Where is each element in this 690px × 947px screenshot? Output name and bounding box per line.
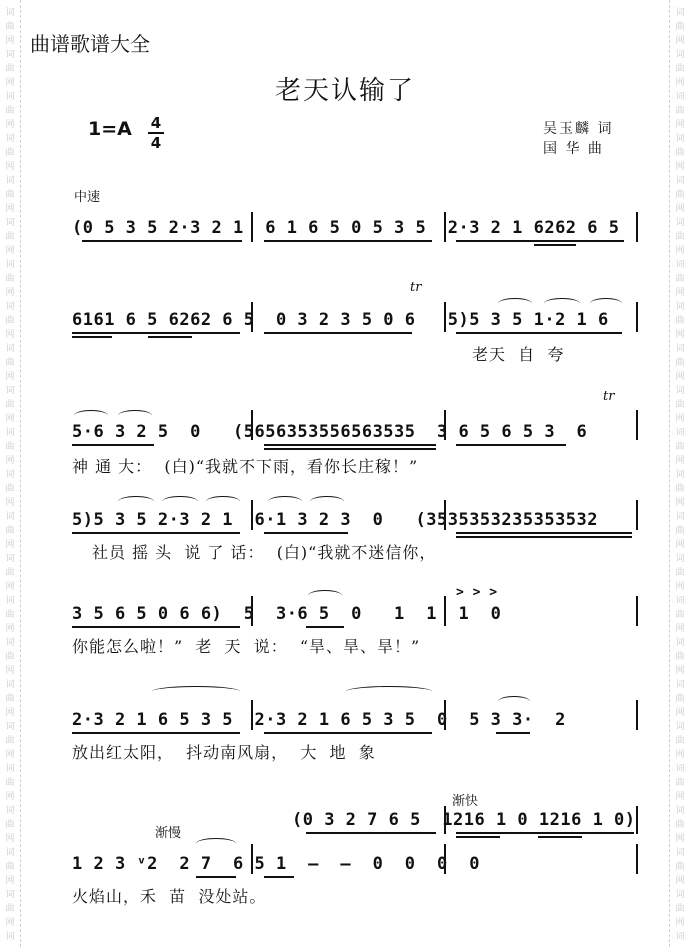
barline <box>444 500 446 530</box>
double-underline <box>264 448 436 450</box>
watermark-char: 曲 <box>675 274 685 284</box>
slur <box>498 696 530 707</box>
watermark-char: 词 <box>675 428 685 438</box>
watermark-char: 词 <box>5 260 15 270</box>
composer-credit: 国 华 曲 <box>543 141 604 157</box>
watermark-char: 曲 <box>675 484 685 494</box>
watermark-char: 网 <box>5 498 15 508</box>
meter-top: 4 <box>150 114 162 132</box>
site-name: 曲谱歌谱大全 <box>30 32 150 56</box>
underline <box>264 532 348 534</box>
watermark-char: 网 <box>675 414 685 424</box>
watermark-char: 词 <box>5 512 15 522</box>
notation-system-2: 6161 6 5 6262 6 5 0 3 2 3 5 0 6 5)5 3 5 1·2 1 6 <box>72 310 609 330</box>
watermark-char: 词 <box>675 680 685 690</box>
watermark-char: 词 <box>675 134 685 144</box>
watermark-char: 网 <box>675 834 685 844</box>
underline <box>264 332 412 334</box>
lyrics-line-7: 火焰山，禾 苗 没处站。 <box>72 887 267 906</box>
watermark-char: 词 <box>5 176 15 186</box>
watermark-char: 曲 <box>675 64 685 74</box>
slur <box>118 496 154 507</box>
watermark-char: 曲 <box>675 232 685 242</box>
watermark-char: 词 <box>5 680 15 690</box>
slur <box>590 298 622 309</box>
watermark-char: 网 <box>5 582 15 592</box>
watermark-char: 词 <box>675 92 685 102</box>
watermark-char: 曲 <box>5 904 15 914</box>
watermark-char: 网 <box>675 624 685 634</box>
barline <box>251 500 253 530</box>
watermark-char: 网 <box>675 792 685 802</box>
watermark-char: 词 <box>675 596 685 606</box>
watermark-char: 网 <box>5 750 15 760</box>
watermark-char: 曲 <box>5 820 15 830</box>
underline <box>72 626 240 628</box>
underline <box>456 444 566 446</box>
watermark-char: 词 <box>5 8 15 18</box>
watermark-char: 词 <box>675 50 685 60</box>
trill-mark: tr <box>410 280 422 295</box>
watermark-char: 曲 <box>675 316 685 326</box>
barline <box>636 806 638 834</box>
watermark-char: 网 <box>5 918 15 928</box>
barline <box>636 410 638 440</box>
underline <box>72 444 154 446</box>
slur <box>206 496 240 507</box>
tempo-marking: 中速 <box>74 190 101 205</box>
watermark-char: 词 <box>5 764 15 774</box>
accelerando-marking: 渐快 <box>452 794 479 809</box>
slur <box>544 298 580 309</box>
double-underline <box>72 336 112 338</box>
underline <box>196 876 236 878</box>
watermark-char: 曲 <box>5 610 15 620</box>
watermark-char: 曲 <box>5 358 15 368</box>
watermark-char: 曲 <box>675 904 685 914</box>
watermark-char: 曲 <box>675 694 685 704</box>
watermark-char: 网 <box>675 36 685 46</box>
watermark-char: 词 <box>675 848 685 858</box>
watermark-char: 网 <box>675 498 685 508</box>
slur <box>162 496 198 507</box>
watermark-char: 词 <box>675 638 685 648</box>
watermark-char: 词 <box>675 260 685 270</box>
watermark-char: 词 <box>5 722 15 732</box>
time-signature <box>148 115 164 151</box>
underline <box>456 240 624 242</box>
watermark-char: 词 <box>675 764 685 774</box>
watermark-char: 网 <box>5 162 15 172</box>
lyrics-line-3: 神 通 大： (白)“我就不下雨，看你长庄稼！” <box>72 457 419 476</box>
watermark-char: 曲 <box>5 736 15 746</box>
watermark-char: 网 <box>675 876 685 886</box>
watermark-char: 词 <box>5 554 15 564</box>
watermark-char: 网 <box>675 708 685 718</box>
underline <box>72 332 240 334</box>
barline <box>636 700 638 730</box>
watermark-char: 网 <box>5 78 15 88</box>
underline <box>72 532 240 534</box>
watermark-char: 网 <box>5 246 15 256</box>
watermark-char: 曲 <box>675 778 685 788</box>
watermark-char: 网 <box>5 288 15 298</box>
lyrics-line-6: 放出红太阳， 抖动南风扇， 大 地 象 <box>72 743 376 762</box>
watermark-char: 曲 <box>5 526 15 536</box>
notation-system-7: 1 2 3 ᵛ2 2 7 6 5 1 — — 0 0 0 0 <box>72 854 480 874</box>
watermark-char: 网 <box>675 162 685 172</box>
watermark-char: 词 <box>675 8 685 18</box>
watermark-char: 曲 <box>675 358 685 368</box>
watermark-char: 曲 <box>675 610 685 620</box>
slur <box>196 838 236 849</box>
watermark-char: 曲 <box>675 736 685 746</box>
watermark-char: 词 <box>5 890 15 900</box>
instrumental-line: (0 3 2 7 6 5 1216 1 0 1216 1 0) <box>292 810 636 830</box>
barline <box>444 302 446 332</box>
watermark-char: 曲 <box>5 316 15 326</box>
barline <box>444 596 446 626</box>
watermark-char: 曲 <box>675 652 685 662</box>
meter-bottom: 4 <box>150 134 162 152</box>
barline <box>251 596 253 626</box>
watermark-char: 词 <box>5 638 15 648</box>
underline <box>82 240 242 242</box>
barline <box>251 700 253 730</box>
watermark-char: 词 <box>675 890 685 900</box>
watermark-char: 网 <box>5 792 15 802</box>
double-underline <box>538 836 582 838</box>
barline <box>251 844 253 874</box>
watermark-char: 词 <box>675 722 685 732</box>
watermark-char: 曲 <box>5 484 15 494</box>
watermark-char: 词 <box>675 512 685 522</box>
watermark-char: 网 <box>675 288 685 298</box>
watermark-char: 网 <box>5 540 15 550</box>
barline <box>444 806 446 834</box>
key-signature: 1=A <box>88 118 132 140</box>
watermark-char: 曲 <box>5 778 15 788</box>
watermark-char: 网 <box>5 876 15 886</box>
watermark-char: 网 <box>675 918 685 928</box>
watermark-char: 曲 <box>675 568 685 578</box>
watermark-char: 曲 <box>5 442 15 452</box>
watermark-char: 曲 <box>675 526 685 536</box>
watermark-char: 词 <box>675 386 685 396</box>
watermark-char: 词 <box>675 218 685 228</box>
watermark-char: 词 <box>5 50 15 60</box>
slur <box>308 590 342 601</box>
watermark-char: 词 <box>5 596 15 606</box>
lyrics-line-5: 你能怎么啦！” 老 天 说： “旱、旱、旱！” <box>72 637 421 656</box>
double-underline <box>148 336 192 338</box>
lyricist-credit: 吴玉麟 词 <box>543 121 614 137</box>
watermark-char: 网 <box>5 330 15 340</box>
watermark-char: 网 <box>675 120 685 130</box>
watermark-char: 曲 <box>5 232 15 242</box>
notation-system-3: 5·6 3 2 5 0 (5656353556563535 3 6 5 6 5 3 6 <box>72 422 588 442</box>
watermark-char: 词 <box>675 302 685 312</box>
underline <box>306 832 436 834</box>
watermark-char: 词 <box>675 806 685 816</box>
barline <box>444 410 446 440</box>
watermark-char: 网 <box>5 624 15 634</box>
slur <box>310 496 344 507</box>
barline <box>636 212 638 242</box>
watermark-char: 曲 <box>5 652 15 662</box>
notation-system-4: 5)5 3 5 2·3 2 1 6·1 3 2 3 0 (3535353235353532 <box>72 510 599 530</box>
watermark-char: 词 <box>5 134 15 144</box>
barline <box>444 844 446 874</box>
watermark-char: 曲 <box>675 442 685 452</box>
slur <box>74 410 108 421</box>
watermark-char: 词 <box>675 344 685 354</box>
watermark-char: 曲 <box>675 862 685 872</box>
watermark-char: 网 <box>675 78 685 88</box>
underline <box>264 732 432 734</box>
watermark-char: 词 <box>5 806 15 816</box>
watermark-char: 词 <box>5 302 15 312</box>
barline <box>444 700 446 730</box>
underline <box>456 832 634 834</box>
watermark-char: 词 <box>5 218 15 228</box>
right-watermark-strip <box>669 0 690 947</box>
watermark-char: 网 <box>675 204 685 214</box>
barline <box>636 302 638 332</box>
slur <box>498 298 532 309</box>
watermark-char: 曲 <box>675 400 685 410</box>
watermark-char: 网 <box>5 666 15 676</box>
watermark-char: 词 <box>5 470 15 480</box>
watermark-char: 网 <box>5 36 15 46</box>
double-underline <box>456 836 500 838</box>
watermark-char: 曲 <box>5 400 15 410</box>
watermark-char: 词 <box>5 848 15 858</box>
slur <box>118 410 152 421</box>
double-underline <box>534 244 576 246</box>
watermark-char: 曲 <box>675 106 685 116</box>
notation-system-1: (0 5 3 5 2·3 2 1 6 1 6 5 0 5 3 5 2·3 2 1 6262 6 5 <box>72 218 620 238</box>
slur <box>268 496 302 507</box>
lyrics-line-4: 社员 摇 头 说 了 话： (白)“我就不迷信你， <box>92 543 437 562</box>
watermark-char: 网 <box>675 456 685 466</box>
double-underline <box>456 536 632 538</box>
underline <box>306 626 344 628</box>
watermark-char: 曲 <box>5 568 15 578</box>
watermark-char: 网 <box>5 120 15 130</box>
watermark-char: 词 <box>675 932 685 942</box>
watermark-char: 网 <box>5 204 15 214</box>
watermark-char: 网 <box>5 456 15 466</box>
watermark-char: 曲 <box>5 22 15 32</box>
watermark-char: 曲 <box>5 274 15 284</box>
underline <box>264 444 436 446</box>
underline <box>456 332 622 334</box>
watermark-char: 词 <box>675 176 685 186</box>
accent-marks: > > > <box>456 585 498 600</box>
barline <box>444 212 446 242</box>
lyrics-line-2: 老天 自 夸 <box>472 345 565 364</box>
barline <box>251 212 253 242</box>
watermark-char: 网 <box>675 750 685 760</box>
watermark-char: 网 <box>675 330 685 340</box>
watermark-char: 词 <box>675 554 685 564</box>
underline <box>456 532 632 534</box>
barline <box>251 410 253 440</box>
watermark-char: 网 <box>675 372 685 382</box>
underline <box>264 240 432 242</box>
watermark-char: 网 <box>675 246 685 256</box>
notation-system-5: 3 5 6 5 0 6 6) 5 3·6 5 0 1 1 1 0 <box>72 604 502 624</box>
watermark-char: 词 <box>5 386 15 396</box>
watermark-char: 词 <box>5 932 15 942</box>
barline <box>251 302 253 332</box>
watermark-char: 词 <box>675 470 685 480</box>
watermark-char: 网 <box>5 372 15 382</box>
watermark-char: 网 <box>675 540 685 550</box>
trill-mark-2: tr <box>603 389 615 404</box>
watermark-char: 网 <box>675 666 685 676</box>
watermark-char: 曲 <box>5 190 15 200</box>
watermark-char: 曲 <box>675 22 685 32</box>
watermark-char: 网 <box>5 834 15 844</box>
slur <box>152 686 240 697</box>
barline <box>636 844 638 874</box>
barline <box>636 500 638 530</box>
left-watermark-strip <box>0 0 21 947</box>
barline <box>636 596 638 626</box>
underline <box>72 732 240 734</box>
underline <box>264 876 294 878</box>
ritardando-marking: 渐慢 <box>155 826 182 841</box>
watermark-char: 曲 <box>5 148 15 158</box>
watermark-char: 曲 <box>5 64 15 74</box>
watermark-char: 词 <box>5 428 15 438</box>
watermark-char: 曲 <box>675 820 685 830</box>
watermark-char: 词 <box>5 92 15 102</box>
watermark-char: 曲 <box>5 694 15 704</box>
watermark-char: 网 <box>5 708 15 718</box>
watermark-char: 网 <box>675 582 685 592</box>
notation-system-6: 2·3 2 1 6 5 3 5 2·3 2 1 6 5 3 5 0 5 3 3· 2 <box>72 710 566 730</box>
underline <box>496 732 530 734</box>
watermark-char: 曲 <box>5 106 15 116</box>
song-title: 老天认输了 <box>274 76 415 106</box>
watermark-char: 曲 <box>5 862 15 872</box>
watermark-char: 网 <box>5 414 15 424</box>
watermark-char: 曲 <box>675 190 685 200</box>
slur <box>346 686 432 697</box>
watermark-char: 词 <box>5 344 15 354</box>
watermark-char: 曲 <box>675 148 685 158</box>
